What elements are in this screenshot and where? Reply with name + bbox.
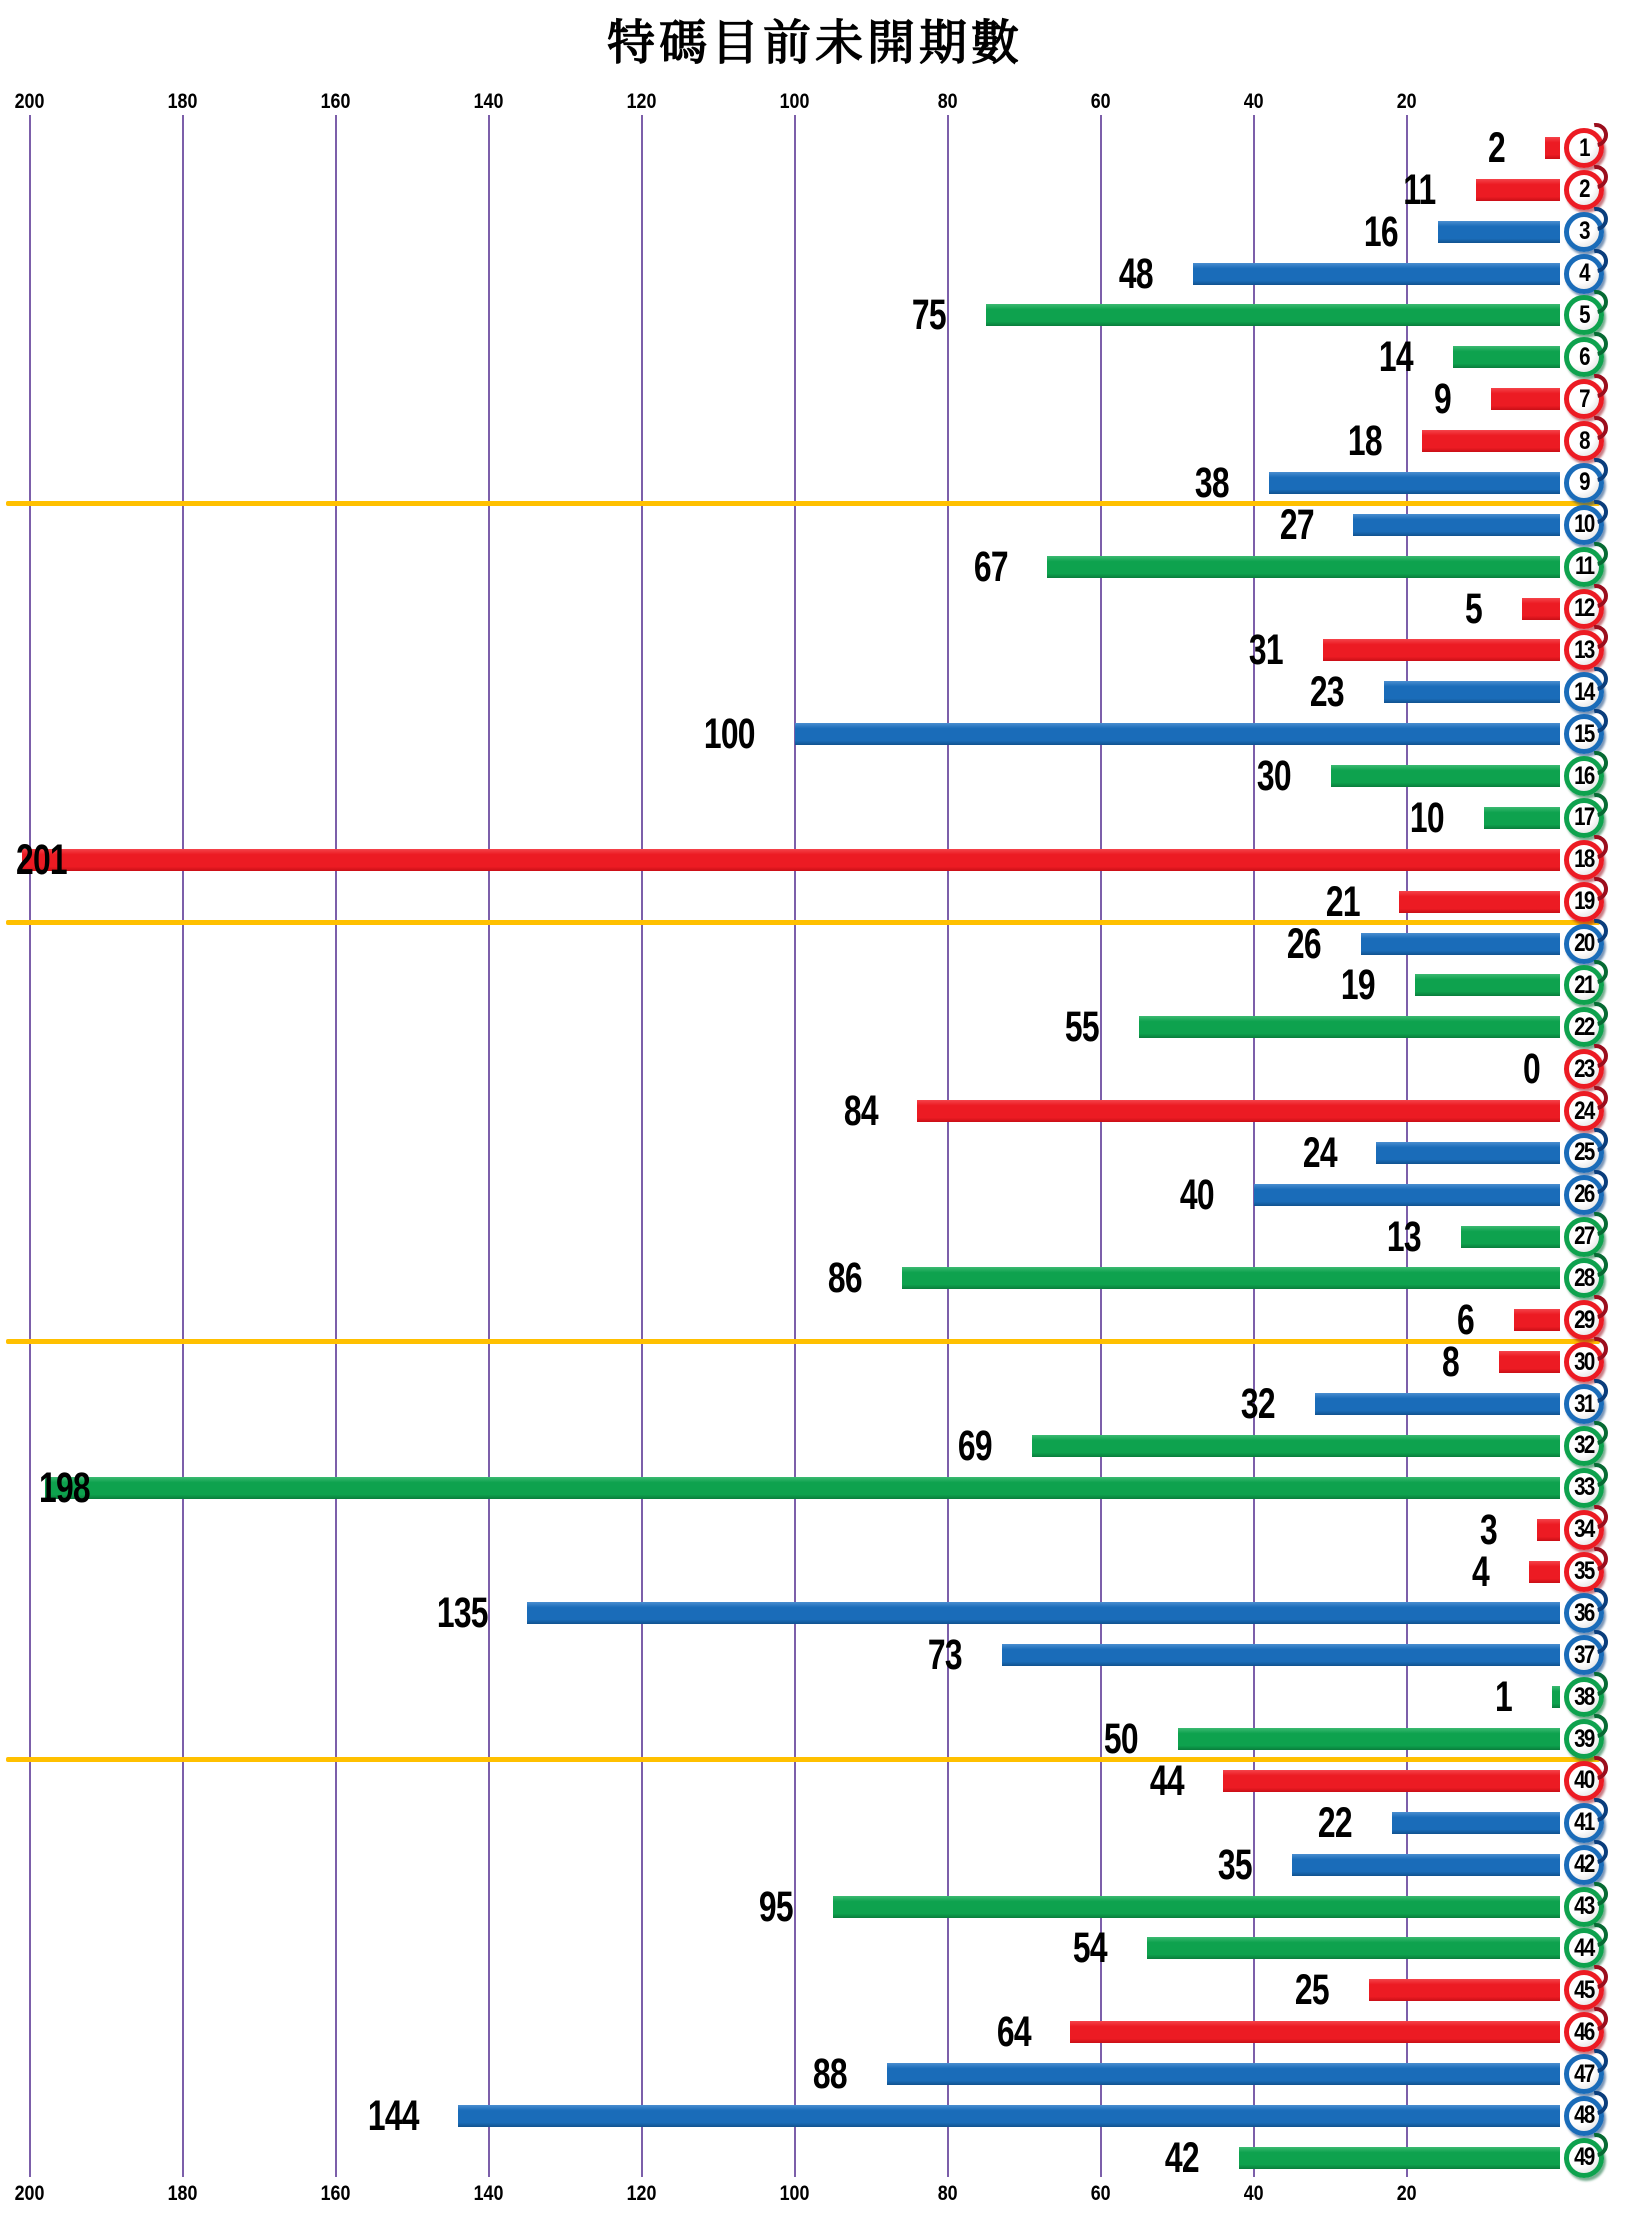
bar-value-label: 30 — [1256, 752, 1291, 801]
grid-line — [488, 115, 490, 2177]
bar — [795, 723, 1560, 745]
ball-icon — [1564, 463, 1604, 503]
ball-icon — [1564, 1258, 1604, 1298]
bar-value-label: 13 — [1386, 1212, 1421, 1261]
ball-number: 20 — [1574, 929, 1594, 958]
bar-value-label: 135 — [436, 1589, 488, 1638]
ball-number: 6 — [1579, 342, 1589, 371]
bar — [1139, 1016, 1560, 1038]
axis-tick-label-bottom: 200 — [15, 2182, 45, 2205]
bar-value-label: 21 — [1325, 877, 1360, 926]
ball-icon — [1564, 2012, 1604, 2052]
ball-icon — [1564, 1342, 1604, 1382]
bar-value-label: 201 — [16, 835, 68, 884]
ball-icon — [1564, 1887, 1604, 1927]
ball-number: 36 — [1574, 1598, 1594, 1627]
ball-number: 4 — [1579, 259, 1589, 288]
axis-tick-label-bottom: 180 — [168, 2182, 198, 2205]
ball-number: 21 — [1574, 970, 1594, 999]
bar-value-label: 6 — [1457, 1296, 1475, 1345]
bar — [1537, 1519, 1560, 1541]
bar — [1384, 681, 1560, 703]
ball-number: 27 — [1574, 1222, 1594, 1251]
ball-icon — [1564, 672, 1604, 712]
ball-icon — [1564, 589, 1604, 629]
ball-number: 7 — [1579, 384, 1589, 413]
axis-tick-label-top: 140 — [474, 90, 504, 113]
ball-number: 17 — [1574, 803, 1594, 832]
ball-icon — [1564, 1677, 1604, 1717]
ball-icon — [1564, 421, 1604, 461]
axis-tick-label-top: 180 — [168, 90, 198, 113]
separator-line — [6, 920, 1600, 925]
separator-line — [6, 501, 1600, 506]
ball-icon — [1564, 840, 1604, 880]
ball-number: 23 — [1574, 1054, 1594, 1083]
separator-line — [6, 1757, 1600, 1762]
bar — [1147, 1937, 1560, 1959]
bar — [986, 304, 1560, 326]
bar-value-label: 16 — [1363, 207, 1398, 256]
ball-number: 22 — [1574, 1012, 1594, 1041]
ball-icon — [1564, 1761, 1604, 1801]
bar-value-label: 42 — [1164, 2133, 1199, 2182]
grid-line — [641, 115, 643, 2177]
bar — [1545, 137, 1560, 159]
ball-icon — [1564, 1426, 1604, 1466]
ball-icon — [1564, 924, 1604, 964]
axis-tick-label-bottom: 120 — [627, 2182, 657, 2205]
grid-line — [335, 115, 337, 2177]
ball-icon — [1564, 2054, 1604, 2094]
axis-tick-label-bottom: 60 — [1091, 2182, 1111, 2205]
ball-icon — [1564, 2138, 1604, 2178]
ball-icon — [1564, 547, 1604, 587]
bar — [458, 2105, 1560, 2127]
ball-icon — [1564, 965, 1604, 1005]
bar — [1002, 1644, 1560, 1666]
bar — [1047, 556, 1560, 578]
bar-value-label: 23 — [1310, 668, 1345, 717]
bar-value-label: 40 — [1180, 1170, 1214, 1219]
bar-value-label: 1 — [1495, 1673, 1513, 1722]
ball-number: 43 — [1574, 1892, 1594, 1921]
ball-icon — [1564, 128, 1604, 168]
ball-icon — [1564, 2096, 1604, 2136]
bar — [1254, 1184, 1560, 1206]
bar — [1376, 1142, 1560, 1164]
ball-number: 14 — [1574, 677, 1594, 706]
ball-number: 33 — [1574, 1473, 1594, 1502]
ball-number: 28 — [1574, 1263, 1594, 1292]
axis-tick-label-top: 20 — [1397, 90, 1417, 113]
ball-number: 41 — [1574, 1808, 1594, 1837]
bar-value-label: 3 — [1480, 1505, 1498, 1554]
bar — [1499, 1351, 1560, 1373]
ball-icon — [1564, 1970, 1604, 2010]
ball-number: 5 — [1579, 300, 1589, 329]
ball-icon — [1564, 170, 1604, 210]
bar-value-label: 8 — [1441, 1338, 1459, 1387]
bar-value-label: 11 — [1403, 165, 1436, 214]
grid-line — [794, 115, 796, 2177]
bar-value-label: 35 — [1218, 1840, 1253, 1889]
ball-icon — [1564, 1468, 1604, 1508]
axis-tick-label-bottom: 20 — [1397, 2182, 1417, 2205]
bar — [1422, 430, 1560, 452]
ball-icon — [1564, 1635, 1604, 1675]
bar-value-label: 84 — [843, 1087, 878, 1135]
bar — [1032, 1435, 1560, 1457]
bar-value-label: 22 — [1317, 1798, 1352, 1847]
bar — [1323, 639, 1560, 661]
ball-number: 25 — [1574, 1138, 1594, 1167]
bar — [887, 2063, 1560, 2085]
ball-number: 31 — [1574, 1389, 1594, 1418]
bar-value-label: 100 — [704, 710, 755, 759]
ball-icon — [1564, 1719, 1604, 1759]
ball-icon — [1564, 1091, 1604, 1131]
bar — [1331, 765, 1561, 787]
bar-value-label: 50 — [1103, 1715, 1138, 1764]
ball-icon — [1564, 1845, 1604, 1885]
bar — [1529, 1561, 1560, 1583]
axis-tick-label-bottom: 80 — [938, 2182, 958, 2205]
bar — [1522, 598, 1560, 620]
bar — [1269, 472, 1560, 494]
bar — [1399, 891, 1560, 913]
ball-icon — [1564, 630, 1604, 670]
bar-value-label: 10 — [1409, 793, 1444, 842]
ball-number: 10 — [1574, 510, 1594, 539]
bar-value-label: 54 — [1072, 1924, 1107, 1973]
bar — [1453, 346, 1560, 368]
bar — [1415, 974, 1560, 996]
bar-value-label: 73 — [927, 1631, 962, 1680]
bar — [1223, 1770, 1560, 1792]
bar — [1438, 221, 1560, 243]
bar-value-label: 9 — [1434, 375, 1452, 424]
bar — [1361, 933, 1560, 955]
ball-icon — [1564, 1384, 1604, 1424]
axis-tick-label-bottom: 100 — [780, 2182, 810, 2205]
ball-number: 47 — [1574, 2059, 1594, 2088]
ball-number: 42 — [1574, 1850, 1594, 1879]
bar-value-label: 144 — [367, 2091, 419, 2140]
bar — [1491, 388, 1560, 410]
bar-value-label: 18 — [1348, 417, 1383, 466]
ball-icon — [1564, 798, 1604, 838]
bar-value-label: 86 — [828, 1254, 863, 1303]
ball-icon — [1564, 1049, 1604, 1089]
bar-value-label: 2 — [1487, 124, 1505, 172]
axis-tick-label-bottom: 40 — [1244, 2182, 1264, 2205]
bar-value-label: 19 — [1340, 961, 1375, 1010]
ball-number: 35 — [1574, 1557, 1594, 1586]
ball-icon — [1564, 254, 1604, 294]
ball-icon — [1564, 756, 1604, 796]
grid-line — [29, 115, 31, 2177]
bar-value-label: 4 — [1472, 1547, 1490, 1596]
ball-icon — [1564, 882, 1604, 922]
axis-tick-label-top: 160 — [321, 90, 351, 113]
ball-number: 13 — [1574, 635, 1594, 664]
bar — [1070, 2021, 1560, 2043]
ball-icon — [1564, 1803, 1604, 1843]
bar-value-label: 31 — [1248, 626, 1283, 675]
axis-tick-label-top: 200 — [15, 90, 45, 113]
bar-value-label: 64 — [996, 2008, 1031, 2057]
bar-value-label: 88 — [812, 2050, 847, 2099]
ball-icon — [1564, 505, 1604, 545]
axis-tick-label-top: 120 — [627, 90, 657, 113]
ball-icon — [1564, 1007, 1604, 1047]
ball-number: 45 — [1574, 1975, 1594, 2004]
bar-value-label: 48 — [1118, 249, 1153, 298]
bar — [1178, 1728, 1561, 1750]
bar-value-label: 14 — [1378, 333, 1413, 382]
ball-icon — [1564, 337, 1604, 377]
bar — [833, 1896, 1560, 1918]
bar-value-label: 44 — [1149, 1756, 1184, 1805]
bar-value-label: 69 — [958, 1421, 993, 1470]
ball-icon — [1564, 212, 1604, 252]
ball-number: 44 — [1574, 1933, 1594, 1962]
ball-number: 24 — [1574, 1096, 1594, 1125]
bar — [1476, 179, 1560, 201]
bar — [917, 1100, 1560, 1122]
bar-value-label: 32 — [1241, 1380, 1276, 1429]
bar-value-label: 26 — [1287, 919, 1322, 968]
ball-number: 18 — [1574, 845, 1594, 874]
axis-tick-label-bottom: 160 — [321, 2182, 351, 2205]
bar-value-label: 67 — [973, 542, 1008, 591]
ball-number: 37 — [1574, 1640, 1594, 1669]
bar-value-label: 24 — [1302, 1128, 1337, 1177]
ball-icon — [1564, 1175, 1604, 1215]
bar — [1392, 1812, 1560, 1834]
ball-icon — [1564, 1928, 1604, 1968]
bar — [1514, 1309, 1560, 1331]
ball-number: 29 — [1574, 1305, 1594, 1334]
ball-icon — [1564, 295, 1604, 335]
ball-number: 32 — [1574, 1431, 1594, 1460]
axis-tick-label-top: 40 — [1244, 90, 1264, 113]
bar — [1461, 1226, 1560, 1248]
ball-number: 49 — [1574, 2143, 1594, 2172]
ball-icon — [1564, 1217, 1604, 1257]
ball-number: 12 — [1574, 594, 1594, 623]
bar-value-label: 0 — [1523, 1045, 1540, 1094]
ball-icon — [1564, 379, 1604, 419]
bar-value-label: 55 — [1065, 1003, 1100, 1052]
ball-number: 40 — [1574, 1766, 1594, 1795]
bar — [1315, 1393, 1560, 1415]
ball-icon — [1564, 1593, 1604, 1633]
bar — [1552, 1686, 1560, 1708]
bar-value-label: 25 — [1294, 1966, 1329, 2015]
bar-value-label: 75 — [912, 291, 947, 340]
ball-icon — [1564, 1552, 1604, 1592]
chart-title: 特碼目前未開期數 — [606, 15, 1023, 71]
ball-number: 3 — [1579, 217, 1589, 246]
bar — [1292, 1854, 1560, 1876]
bar — [1484, 807, 1561, 829]
ball-icon — [1564, 1300, 1604, 1340]
grid-line — [182, 115, 184, 2177]
axis-tick-label-top: 100 — [780, 90, 810, 113]
axis-tick-label-top: 80 — [938, 90, 958, 113]
ball-number: 8 — [1579, 426, 1589, 455]
ball-number: 39 — [1574, 1724, 1594, 1753]
axis-tick-label-bottom: 140 — [474, 2182, 504, 2205]
bar — [1369, 1979, 1560, 2001]
ball-number: 46 — [1574, 2017, 1594, 2046]
bar-value-label: 27 — [1279, 500, 1314, 549]
bar — [1193, 263, 1560, 285]
bar-value-label: 95 — [759, 1882, 794, 1931]
bar — [902, 1267, 1560, 1289]
ball-number: 38 — [1574, 1682, 1594, 1711]
ball-number: 26 — [1574, 1180, 1594, 1209]
ball-icon — [1564, 1510, 1604, 1550]
ball-number: 15 — [1574, 719, 1594, 748]
axis-tick-label-top: 60 — [1091, 90, 1111, 113]
ball-number: 1 — [1579, 133, 1589, 162]
ball-number: 19 — [1574, 887, 1594, 916]
bar-value-label: 5 — [1464, 584, 1482, 633]
ball-number: 16 — [1574, 761, 1594, 790]
ball-number: 9 — [1579, 468, 1589, 497]
grid-line — [947, 115, 949, 2177]
ball-icon — [1564, 714, 1604, 754]
ball-icon — [1564, 1133, 1604, 1173]
ball-number: 34 — [1574, 1515, 1594, 1544]
bar — [527, 1602, 1560, 1624]
bar-value-label: 38 — [1195, 458, 1230, 507]
bar — [1239, 2147, 1560, 2169]
ball-number: 2 — [1579, 175, 1589, 204]
bar-value-label: 198 — [39, 1463, 91, 1512]
bar — [1353, 514, 1560, 536]
ball-number: 48 — [1574, 2101, 1594, 2130]
ball-number: 30 — [1574, 1347, 1594, 1376]
ball-number: 11 — [1574, 552, 1594, 581]
